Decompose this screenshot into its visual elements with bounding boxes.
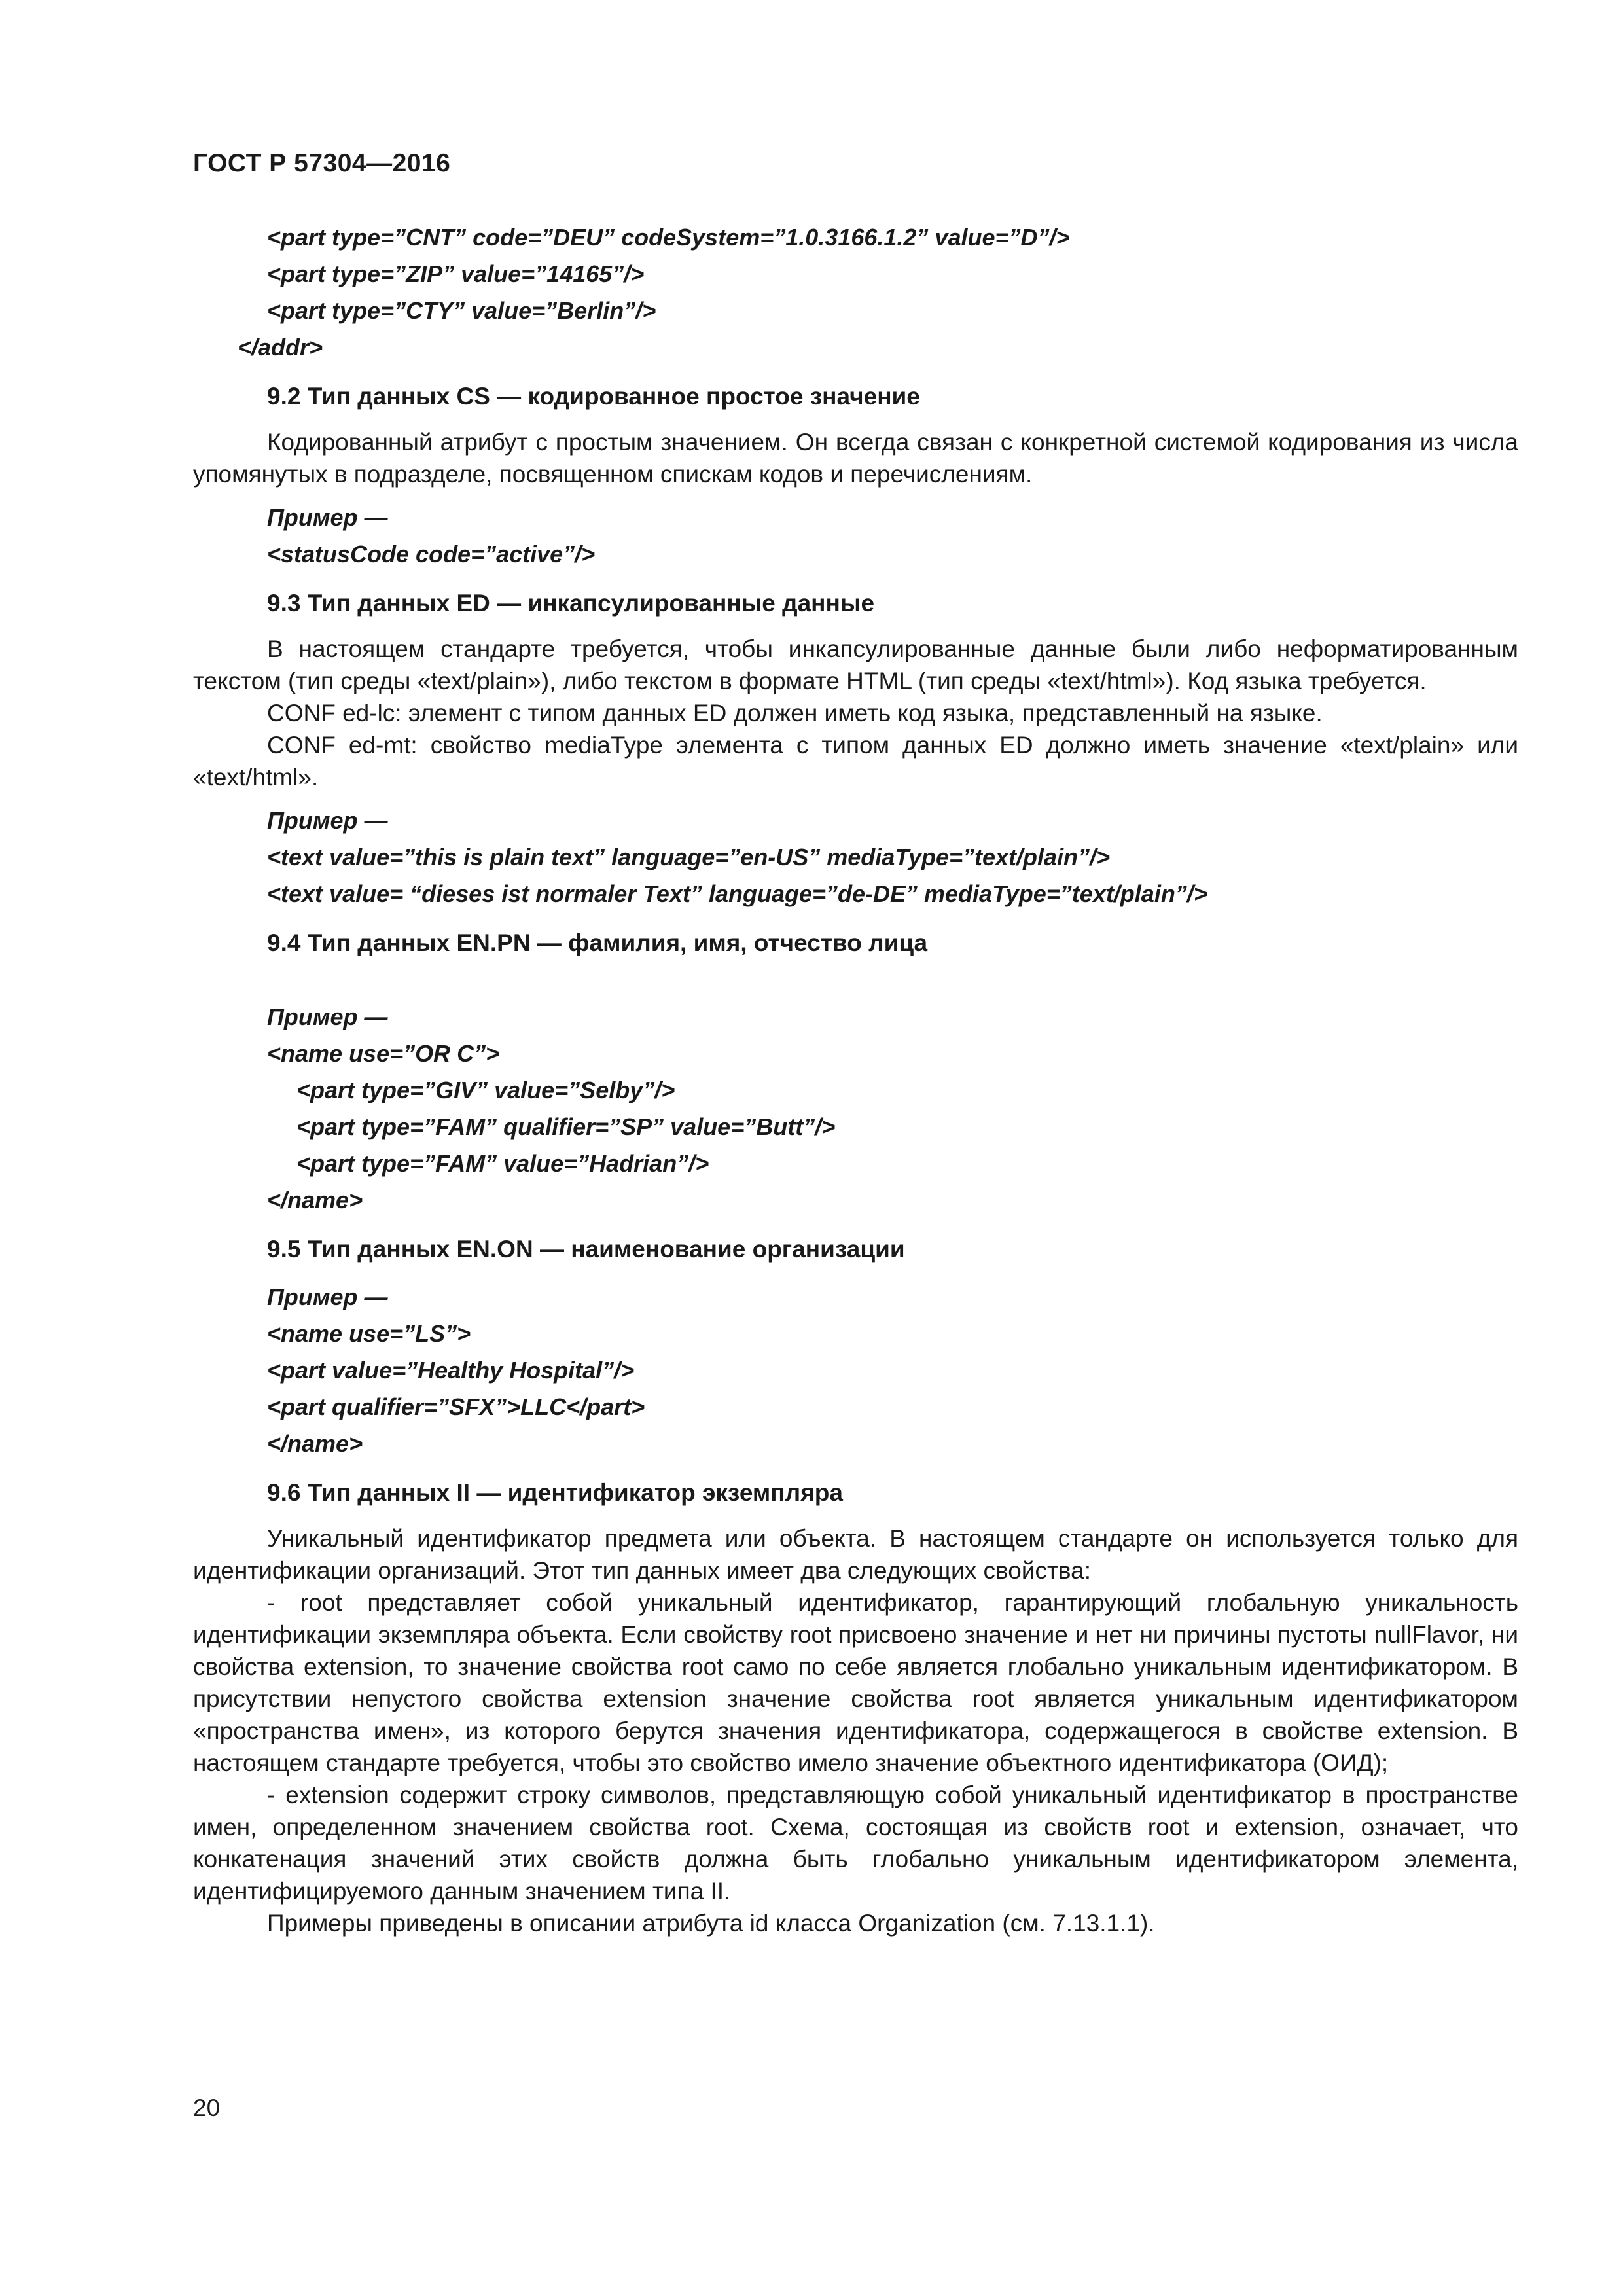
- section-heading-9-2: 9.2 Тип данных CS — кодированное простое значение: [267, 383, 920, 410]
- paragraph: В настоящем стандарте требуется, чтобы инкапсулированные данные были либо неформатированным текстом (тип среды «text/plain»), либо текстом в формате HTML (тип среды «text/html»). Код языка требуется.: [193, 636, 1518, 694]
- paragraph: Примеры приведены в описании атрибута id класса Organization (см. 7.13.1.1).: [267, 1910, 1155, 1937]
- example-code: <part qualifier=”SFX”>LLC</part>: [267, 1393, 645, 1420]
- example-code: <part type=”FAM” qualifier=”SP” value=”Butt”/>: [296, 1113, 836, 1140]
- example-code: <part value=”Healthy Hospital”/>: [267, 1357, 635, 1384]
- example-code: <statusCode code=”active”/>: [267, 541, 596, 567]
- example-label: Пример —: [267, 1003, 388, 1030]
- code-line: </addr>: [238, 334, 323, 361]
- section-heading-9-4: 9.4 Тип данных EN.PN — фамилия, имя, отчество лица: [267, 929, 928, 956]
- example-code: <name use=”OR C”>: [267, 1040, 500, 1067]
- example-label: Пример —: [267, 504, 388, 531]
- code-line: <part type=”CNT” code=”DEU” codeSystem=”1.0.3166.1.2” value=”D”/>: [267, 224, 1070, 251]
- example-code: <text value= “dieses ist normaler Text” language=”de-DE” mediaType=”text/plain”/>: [267, 880, 1207, 907]
- paragraph: - root представляет собой уникальный идентификатор, гарантирующий глобальную уникальность идентификации экземпляра объекта. Если свойству root присвоено значение и нет ни причины пустоты nullFlavor, ни свойства extension, то значение свойства root само по себе является глобально уникальным идентификатором. В присутствии непустого свойства extension значение свойства root является уникальным идентификатором «пространства имен», из которого берутся значения идентификатора, содержащегося в свойстве extension. В настоящем стандарте требуется, чтобы это свойство имело значение объектного идентификатора (ОИД);: [193, 1589, 1518, 1776]
- page-number: 20: [193, 2094, 221, 2121]
- section-heading-9-6: 9.6 Тип данных II — идентификатор экземпляра: [267, 1479, 843, 1506]
- paragraph: Уникальный идентификатор предмета или объекта. В настоящем стандарте он используется только для идентификации организаций. Этот тип данных имеет два следующих свойства:: [193, 1525, 1518, 1584]
- paragraph: Кодированный атрибут с простым значением. Он всегда связан с конкретной системой кодирования из числа упомянутых в подразделе, посвященном спискам кодов и перечислениям.: [193, 429, 1518, 488]
- page-content: [193, 219, 1518, 1939]
- example-code: </name>: [267, 1430, 363, 1457]
- example-code: <text value=”this is plain text” language=”en-US” mediaType=”text/plain”/>: [267, 844, 1111, 870]
- example-code: <part type=”FAM” value=”Hadrian”/>: [296, 1150, 709, 1177]
- section-heading-9-3: 9.3 Тип данных ED — инкапсулированные данные: [267, 590, 875, 617]
- example-label: Пример —: [267, 807, 388, 834]
- paragraph: - extension содержит строку символов, представляющую собой уникальный идентификатор в пространстве имен, определенном значением свойства root. Схема, состоящая из свойств root и extension, означает, что конкатенация значений этих свойств должна быть глобально уникальным идентификатором элемента, идентифицируемого данным значением типа II.: [193, 1782, 1518, 1905]
- paragraph: CONF ed-mt: свойство mediaType элемента с типом данных ED должно иметь значение «text/plain» или «text/html».: [193, 732, 1518, 791]
- example-code: <name use=”LS”>: [267, 1320, 471, 1347]
- example-code: <part type=”GIV” value=”Selby”/>: [296, 1077, 675, 1103]
- code-line: <part type=”CTY” value=”Berlin”/>: [267, 297, 656, 324]
- paragraph: CONF ed-lc: элемент с типом данных ED должен иметь код языка, представленный на языке.: [267, 700, 1323, 726]
- standard-header: ГОСТ Р 57304—2016: [193, 149, 451, 177]
- code-line: <part type=”ZIP” value=”14165”/>: [267, 260, 645, 287]
- example-label: Пример —: [267, 1283, 388, 1310]
- example-code: </name>: [267, 1187, 363, 1213]
- section-heading-9-5: 9.5 Тип данных EN.ON — наименование организации: [267, 1236, 905, 1263]
